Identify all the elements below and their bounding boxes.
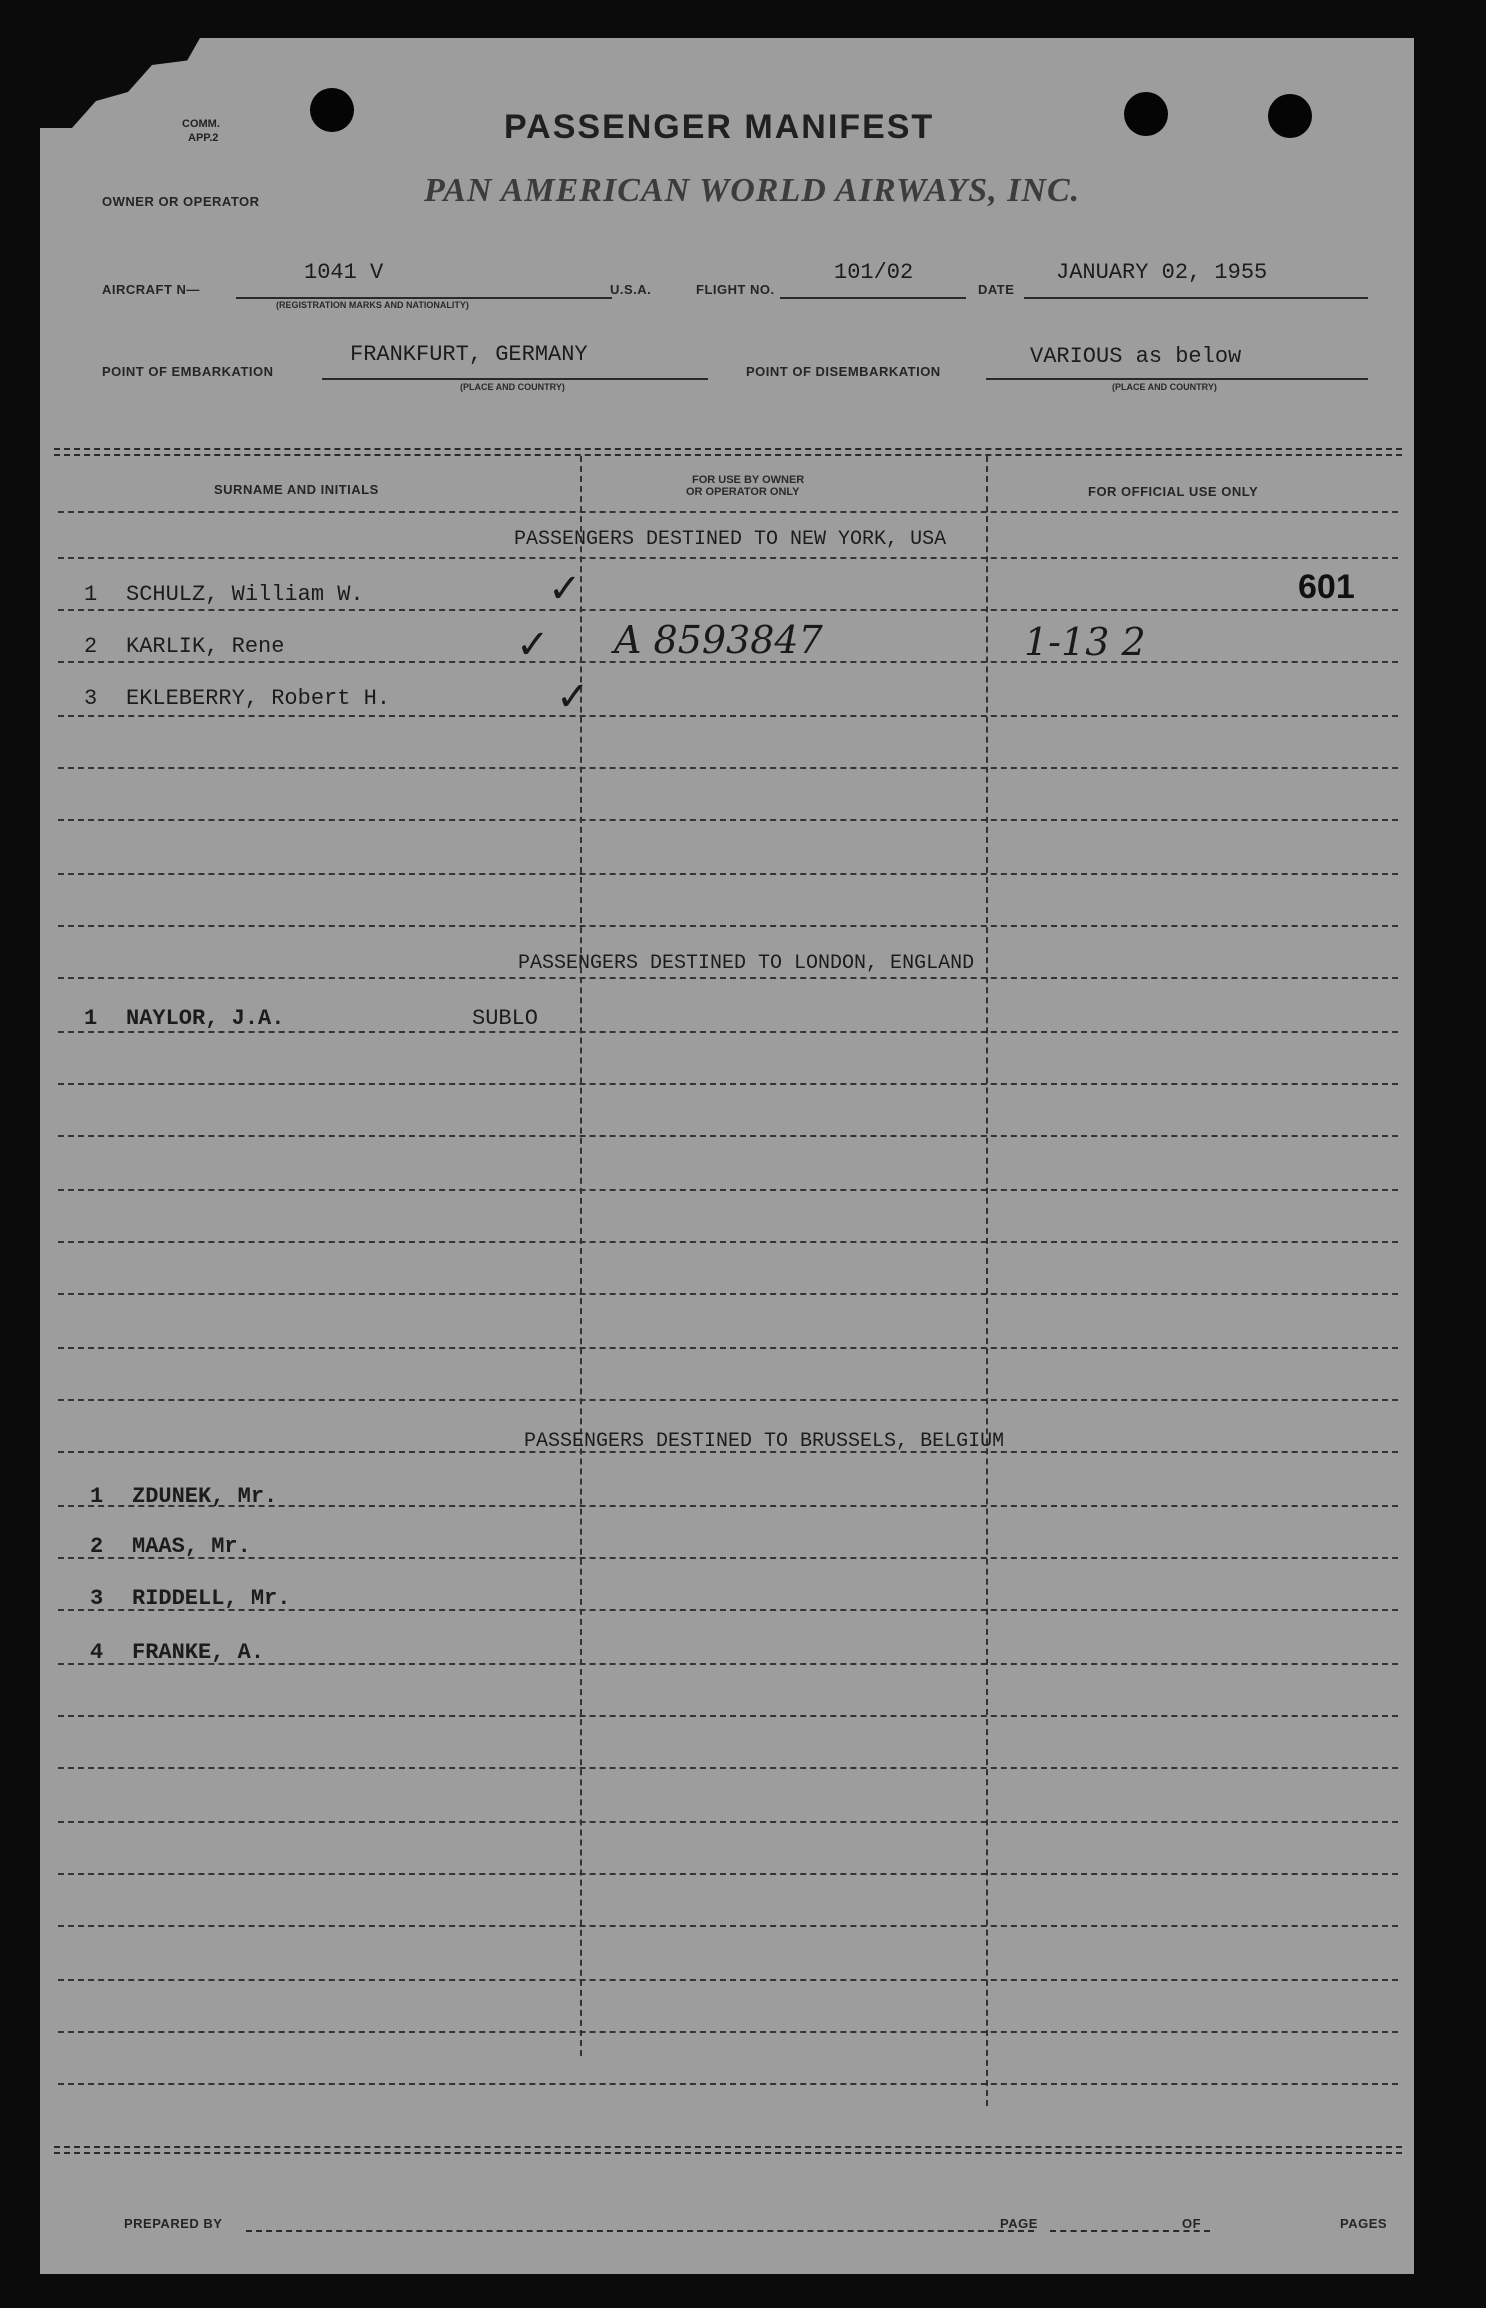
section-heading-new-york: PASSENGERS DESTINED TO NEW YORK, USA bbox=[514, 528, 947, 551]
of-label: OF bbox=[1182, 2216, 1202, 2231]
disembarkation-sublabel: (PLACE AND COUNTRY) bbox=[1112, 382, 1217, 392]
disembarkation-label: POINT OF DISEMBARKATION bbox=[746, 364, 941, 379]
embarkation-sublabel: (PLACE AND COUNTRY) bbox=[460, 382, 565, 392]
checkmark-icon: ✓ bbox=[548, 566, 582, 612]
section-heading-london: PASSENGERS DESTINED TO LONDON, ENGLAND bbox=[518, 952, 975, 975]
passenger-name: KARLIK, Rene bbox=[126, 634, 285, 659]
usa-label: U.S.A. bbox=[610, 282, 652, 297]
owner-value: PAN AMERICAN WORLD AIRWAYS, INC. bbox=[424, 172, 1081, 209]
prepared-by-label: PREPARED BY bbox=[124, 2216, 223, 2231]
date-label: DATE bbox=[978, 282, 1015, 297]
checkmark-icon: ✓ bbox=[516, 622, 550, 668]
col-header-surname: SURNAME AND INITIALS bbox=[214, 482, 379, 497]
passenger-name: MAAS, Mr. bbox=[132, 1534, 251, 1559]
col-header-owner-line1: FOR USE BY OWNER bbox=[692, 474, 805, 486]
torn-corner bbox=[40, 38, 200, 128]
passenger-name: NAYLOR, J.A. bbox=[126, 1006, 285, 1031]
disembarkation-value: VARIOUS as below bbox=[1030, 344, 1242, 369]
row-number: 1 bbox=[90, 1484, 104, 1509]
embarkation-value: FRANKFURT, GERMANY bbox=[350, 342, 588, 367]
punch-hole-left bbox=[310, 88, 354, 132]
date-value: JANUARY 02, 1955 bbox=[1056, 260, 1268, 285]
form-code-line2: APP.2 bbox=[188, 132, 219, 144]
handwritten-owner-note: A 8593847 bbox=[614, 618, 823, 662]
row-number: 2 bbox=[90, 1534, 104, 1559]
passenger-name: EKLEBERRY, Robert H. bbox=[126, 686, 391, 711]
column-divider-2 bbox=[986, 456, 988, 2106]
passenger-name: FRANKE, A. bbox=[132, 1640, 265, 1665]
row-number: 1 bbox=[84, 1006, 98, 1031]
row-number: 1 bbox=[84, 582, 98, 607]
handwritten-official-note: 1-13 2 bbox=[1024, 620, 1146, 664]
aircraft-label: AIRCRAFT N— bbox=[102, 282, 200, 297]
owner-label: OWNER OR OPERATOR bbox=[102, 194, 260, 209]
checkmark-icon: ✓ bbox=[556, 674, 590, 720]
aircraft-value: 1041 V bbox=[304, 260, 384, 285]
section-heading-brussels: PASSENGERS DESTINED TO BRUSSELS, BELGIUM bbox=[524, 1430, 1005, 1453]
manifest-sheet bbox=[40, 38, 1414, 2274]
flight-label: FLIGHT NO. bbox=[696, 282, 775, 297]
official-number: 601 bbox=[1298, 568, 1355, 606]
flight-value: 101/02 bbox=[834, 260, 914, 285]
col-header-owner-line2: OR OPERATOR ONLY bbox=[686, 486, 800, 498]
page-label: PAGE bbox=[1000, 2216, 1038, 2231]
embarkation-label: POINT OF EMBARKATION bbox=[102, 364, 274, 379]
row-number: 3 bbox=[84, 686, 98, 711]
row-number: 2 bbox=[84, 634, 98, 659]
form-code-line1: COMM. bbox=[182, 118, 220, 130]
passenger-name: RIDDELL, Mr. bbox=[132, 1586, 291, 1611]
passenger-extra: SUBLO bbox=[472, 1006, 539, 1031]
row-number: 4 bbox=[90, 1640, 104, 1665]
page-title: PASSENGER MANIFEST bbox=[504, 108, 935, 146]
pages-label: PAGES bbox=[1340, 2216, 1388, 2231]
punch-hole-right bbox=[1268, 94, 1312, 138]
row-number: 3 bbox=[90, 1586, 104, 1611]
col-header-official: FOR OFFICIAL USE ONLY bbox=[1088, 484, 1259, 499]
punch-hole-middle bbox=[1124, 92, 1168, 136]
passenger-name: SCHULZ, William W. bbox=[126, 582, 364, 607]
passenger-name: ZDUNEK, Mr. bbox=[132, 1484, 278, 1509]
aircraft-sublabel: (REGISTRATION MARKS AND NATIONALITY) bbox=[276, 300, 469, 310]
